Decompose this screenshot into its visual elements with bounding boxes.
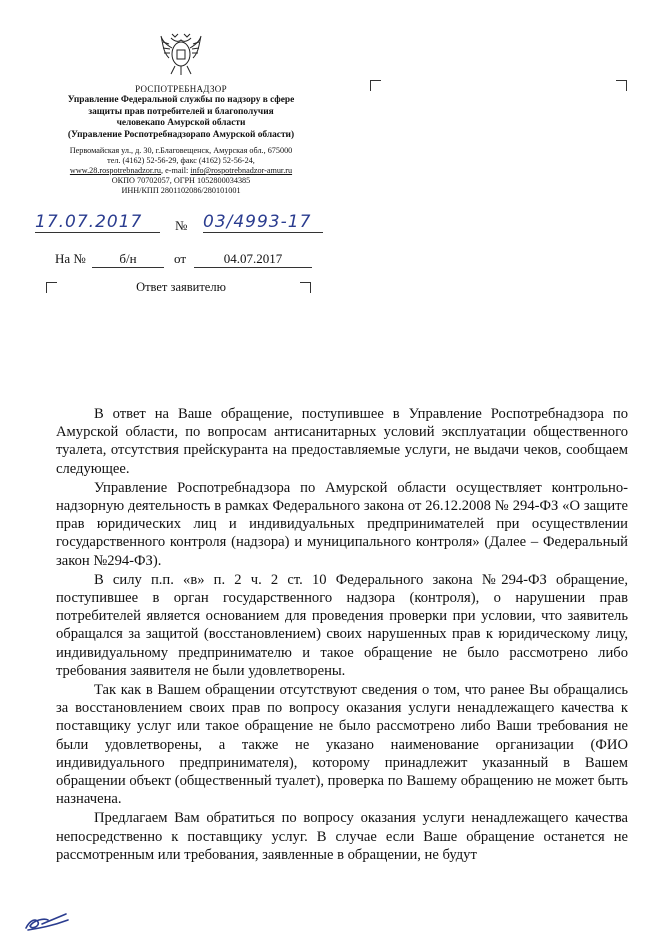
paragraph-3: В силу п.п. «в» п. 2 ч. 2 ст. 10 Федерального закона №294-ФЗ обращение, поступившее в орган государственного надзора (контроля), о нарушении прав потребителей является основанием для проведения проверки при условии, что заявитель обращался за защитой (восстановлением) своих нарушенных прав к юридическому лицу, индивидуальному предпринимателю и такое обращение не было рассмотрено либо требования заявителя не были удовлетворены. xyxy=(56,571,628,679)
paragraph-4: Так как в Вашем обращении отсутствуют сведения о том, что ранее Вы обращались за восстановлением своих прав по вопросу оказания услуги ненадлежащего качества к поставщику услуг или такое обращение не было рассмотрено либо Ваши требования не были удовлетворены, а также не указано наименование организации (ФИО индивидуального предпринимателя), которому принадлежит указанный в Вашем обращении объект (общественный туалет), проверка по Вашему обращению не может быть назначена. xyxy=(56,682,628,808)
reference-date: 04.07.2017 xyxy=(194,251,312,268)
org-full-name-line-3: человекапо Амурской области xyxy=(116,118,246,128)
org-full-name-line-1: Управление Федеральной службы по надзору в сфере xyxy=(67,95,295,105)
contacts xyxy=(40,146,322,196)
reference-from-label: от xyxy=(174,251,187,266)
email-label: , e-mail: xyxy=(161,166,191,175)
org-full-name-line-2: защиты прав потребителей и благополучия xyxy=(88,106,274,117)
okpo-ogrn: ОКПО 70702057, ОГРН 1052800034385 xyxy=(111,176,251,185)
registration-date: 17.07.2017 xyxy=(35,212,160,233)
signature xyxy=(22,906,74,934)
paragraph-1: В ответ на Ваше обращение, поступившее в Управление Роспотребнадзора по Амурской области, по вопросам антисанитарных условий эксплуатации общественного туалета, отсутствия прейскуранта на предоставляемые услуги, не выдачи чеков, сообщаем следующее. xyxy=(56,406,628,477)
email-link[interactable]: info@rospotrebnadzor-amur.ru xyxy=(190,166,293,175)
website-link[interactable]: www.28.rospotrebnadzor.ru xyxy=(69,166,162,175)
addressee-corner-right xyxy=(616,80,627,91)
coat-of-arms-emblem xyxy=(159,30,203,80)
subject-line: Ответ заявителю xyxy=(136,280,226,294)
reference-number: б/н xyxy=(92,251,164,268)
reference-label: На № xyxy=(55,251,86,266)
org-short-name: РОСПОТРЕБНАДЗОР xyxy=(135,84,227,94)
inn-kpp: ИНН/КПП 2801102086/280101001 xyxy=(121,186,241,195)
phone-fax: тел. (4162) 52-56-29, факс (4162) 52-56-24, xyxy=(107,156,255,165)
addressee-corner-left xyxy=(370,80,381,91)
registration-number-label: № xyxy=(175,218,188,233)
letterhead xyxy=(40,84,322,196)
paragraph-2: Управление Роспотребнадзора по Амурской области осуществляет контрольно-надзорную деятельность в рамках Федерального закона от 26.12.2008 № 294-ФЗ «О защите прав юридических лиц и индивидуальных предпринимателей при осуществлении государственного контроля (надзора) и муниципального контроля» (Далее – Федеральный закон №294-ФЗ). xyxy=(56,479,628,569)
web-email-line xyxy=(40,166,322,176)
paragraph-5: Предлагаем Вам обратиться по вопросу оказания услуги ненадлежащего качества непосредственно к поставщику услуг. В случае если Ваше обращение останется не рассмотренным или требования, заявленные в обращении, не будут xyxy=(56,810,628,863)
address: Первомайская ул., д. 30, г.Благовещенск, Амурская обл., 675000 xyxy=(69,146,293,155)
org-full-name-line-4: (Управление Роспотребнадзорапо Амурской области) xyxy=(67,129,295,140)
letter-body xyxy=(56,405,628,865)
registration-number: 03/4993-17 xyxy=(203,212,323,233)
